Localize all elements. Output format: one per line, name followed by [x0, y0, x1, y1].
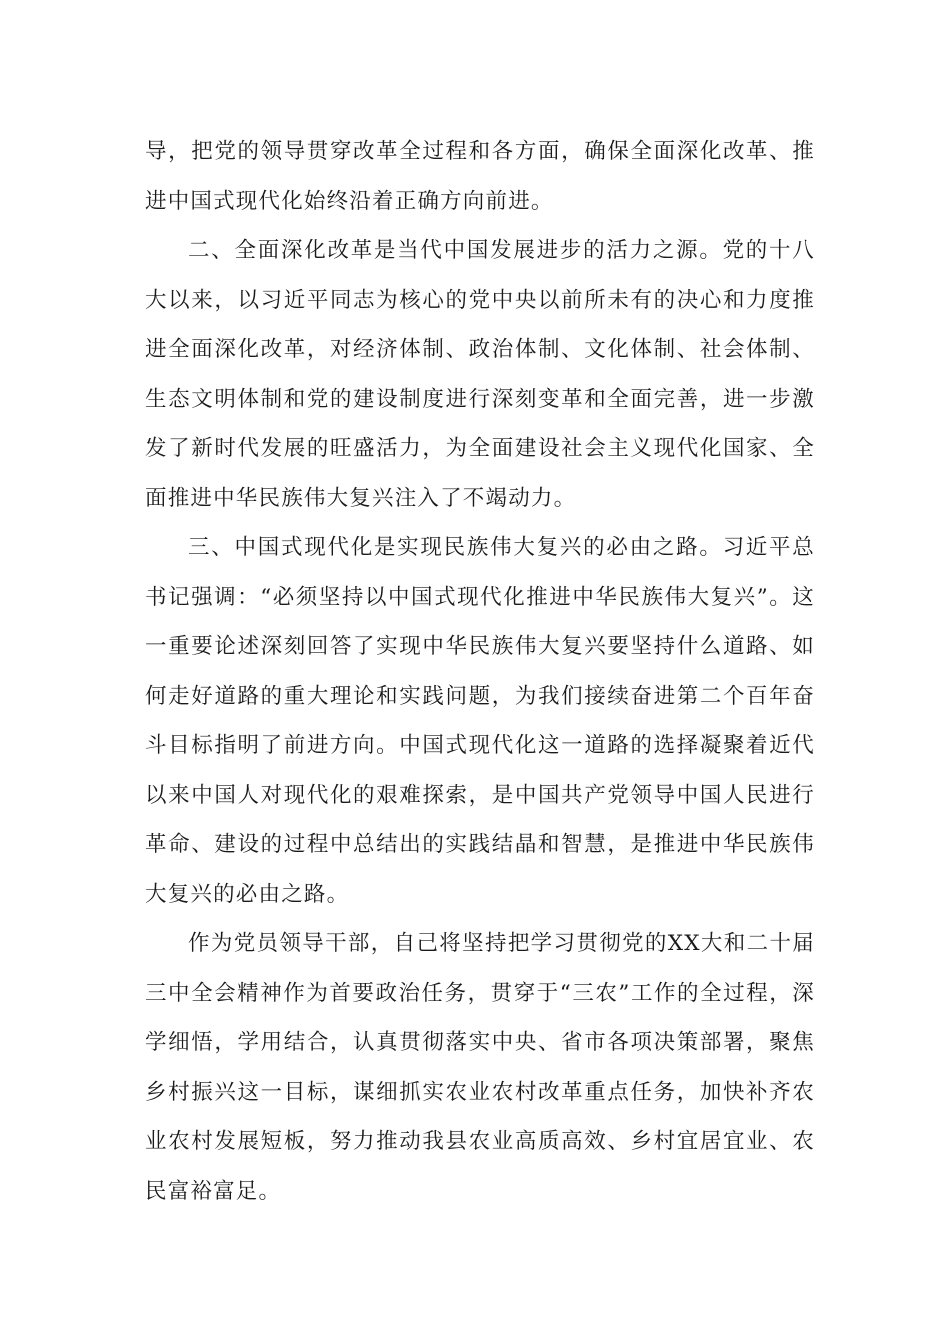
document-body: [145, 127, 815, 1216]
paragraph-section-two: 二、全面深化改革是当代中国发展进步的活力之源。党的十八大以来，以习近平同志为核心的党中央以前所未有的决心和力度推进全面深化改革，对经济体制、政治体制、文化体制、社会体制、生态文明体制和党的建设制度进行深刻变革和全面完善，进一步激发了新时代发展的旺盛活力，为全面建设社会主义现代化国家、全面推进中华民族伟大复兴注入了不竭动力。: [145, 238, 815, 511]
paragraph-section-three: 三、中国式现代化是实现民族伟大复兴的必由之路。习近平总书记强调：“必须坚持以中国式现代化推进中华民族伟大复兴”。这一重要论述深刻回答了实现中华民族伟大复兴要坚持什么道路、如何走好道路的重大理论和实践问题，为我们接续奋进第二个百年奋斗目标指明了前进方向。中国式现代化这一道路的选择凝聚着近代以来中国人对现代化的艰难探索，是中国共产党领导中国人民进行革命、建设的过程中总结出的实践结晶和智慧，是推进中华民族伟大复兴的必由之路。: [145, 535, 815, 907]
paragraph-conclusion: 作为党员领导干部，自己将坚持把学习贯彻党的XX大和二十届三中全会精神作为首要政治任务，贯穿于“三农”工作的全过程，深学细悟，学用结合，认真贯彻落实中央、省市各项决策部署，聚焦乡村振兴这一目标，谋细抓实农业农村改革重点任务，加快补齐农业农村发展短板，努力推动我县农业高质高效、乡村宜居宜业、农民富裕富足。: [145, 931, 815, 1204]
paragraph-continuation: 导，把党的领导贯穿改革全过程和各方面，确保全面深化改革、推进中国式现代化始终沿着正确方向前进。: [145, 139, 815, 214]
